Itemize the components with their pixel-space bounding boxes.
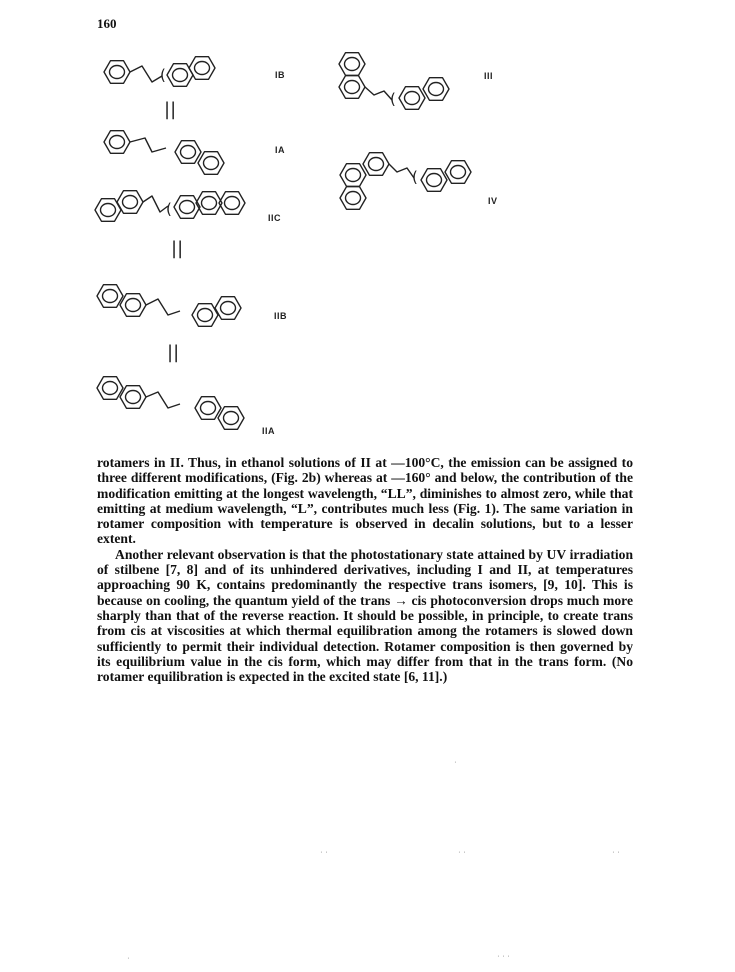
scan-speck: ⋅ ⋅ ⋅ — [497, 952, 510, 961]
structure-IIB — [97, 285, 241, 327]
equilibrium-mark-IB-IA: || — [164, 99, 177, 120]
page-number: 160 — [97, 16, 117, 31]
structure-III — [339, 53, 449, 110]
rotamer-structures-figure — [0, 0, 735, 450]
label-IIC: IIC — [268, 213, 282, 223]
label-IIA: IIA — [262, 426, 276, 436]
svg-text:(: ( — [390, 90, 396, 108]
structure-IB — [104, 57, 215, 87]
label-IB: IB — [275, 70, 285, 80]
structure-IV — [340, 153, 471, 210]
label-III: III — [484, 71, 494, 81]
scan-speck: ⋅ — [454, 758, 457, 767]
equilibrium-mark-IIC-IIB: || — [171, 238, 184, 259]
svg-text:(: ( — [160, 66, 166, 84]
svg-text:(: ( — [412, 168, 418, 186]
paragraph-1: rotamers in II. Thus, in ethanol solutions of II at —100°C, the emission can be assigned to three different modifications, (Fig. 2b) whereas at —160° and below, the contribution of the modification emitting at the longest wavelength, “LL”, diminishes to almost zero, while that emitting at medium wavelength, “L”, contributes much less (Fig. 1). The same variation in rotamer composition with temperature is observed in decalin solutions, but to a lesser extent. — [97, 455, 633, 547]
scan-speck: ⋅ ⋅ — [612, 848, 620, 857]
scan-speck: ⋅ ⋅ — [320, 848, 328, 857]
paragraph-2: Another relevant observation is that the photostationary state attained by UV irradiation of stilbene [7, 8] and of its unhindered derivatives, including I and II, at temperatures approaching 90 K, contains predominantly the respective trans isomers, [9, 10]. This is because on cooling, the quantum yield of the trans → cis photoconversion drops much more sharply than that of the reverse reaction. It should be possible, in principle, to create trans from cis at viscosities at which thermal equilibration among the rotamers is slowed down sufficiently to permit their individual detection. Rotamer composition is then governed by its equilibrium value in the cis form, which may differ from that in the trans form. (No rotamer equilibration is expected in the excited state [6, 11].) — [97, 546, 633, 685]
label-IA: IA — [275, 145, 285, 155]
structure-IA — [104, 131, 224, 175]
svg-text:(: ( — [166, 200, 172, 218]
equilibrium-mark-IIB-IIA: || — [167, 342, 180, 363]
structure-IIC — [95, 191, 245, 222]
body-text — [97, 455, 633, 684]
scan-speck: ⋅ — [127, 954, 130, 963]
scan-speck: ⋅ ⋅ — [458, 848, 466, 857]
structure-drawings — [0, 0, 735, 450]
label-IIB: IIB — [274, 311, 288, 321]
label-IV: IV — [488, 196, 498, 206]
structure-IIA — [97, 377, 244, 430]
